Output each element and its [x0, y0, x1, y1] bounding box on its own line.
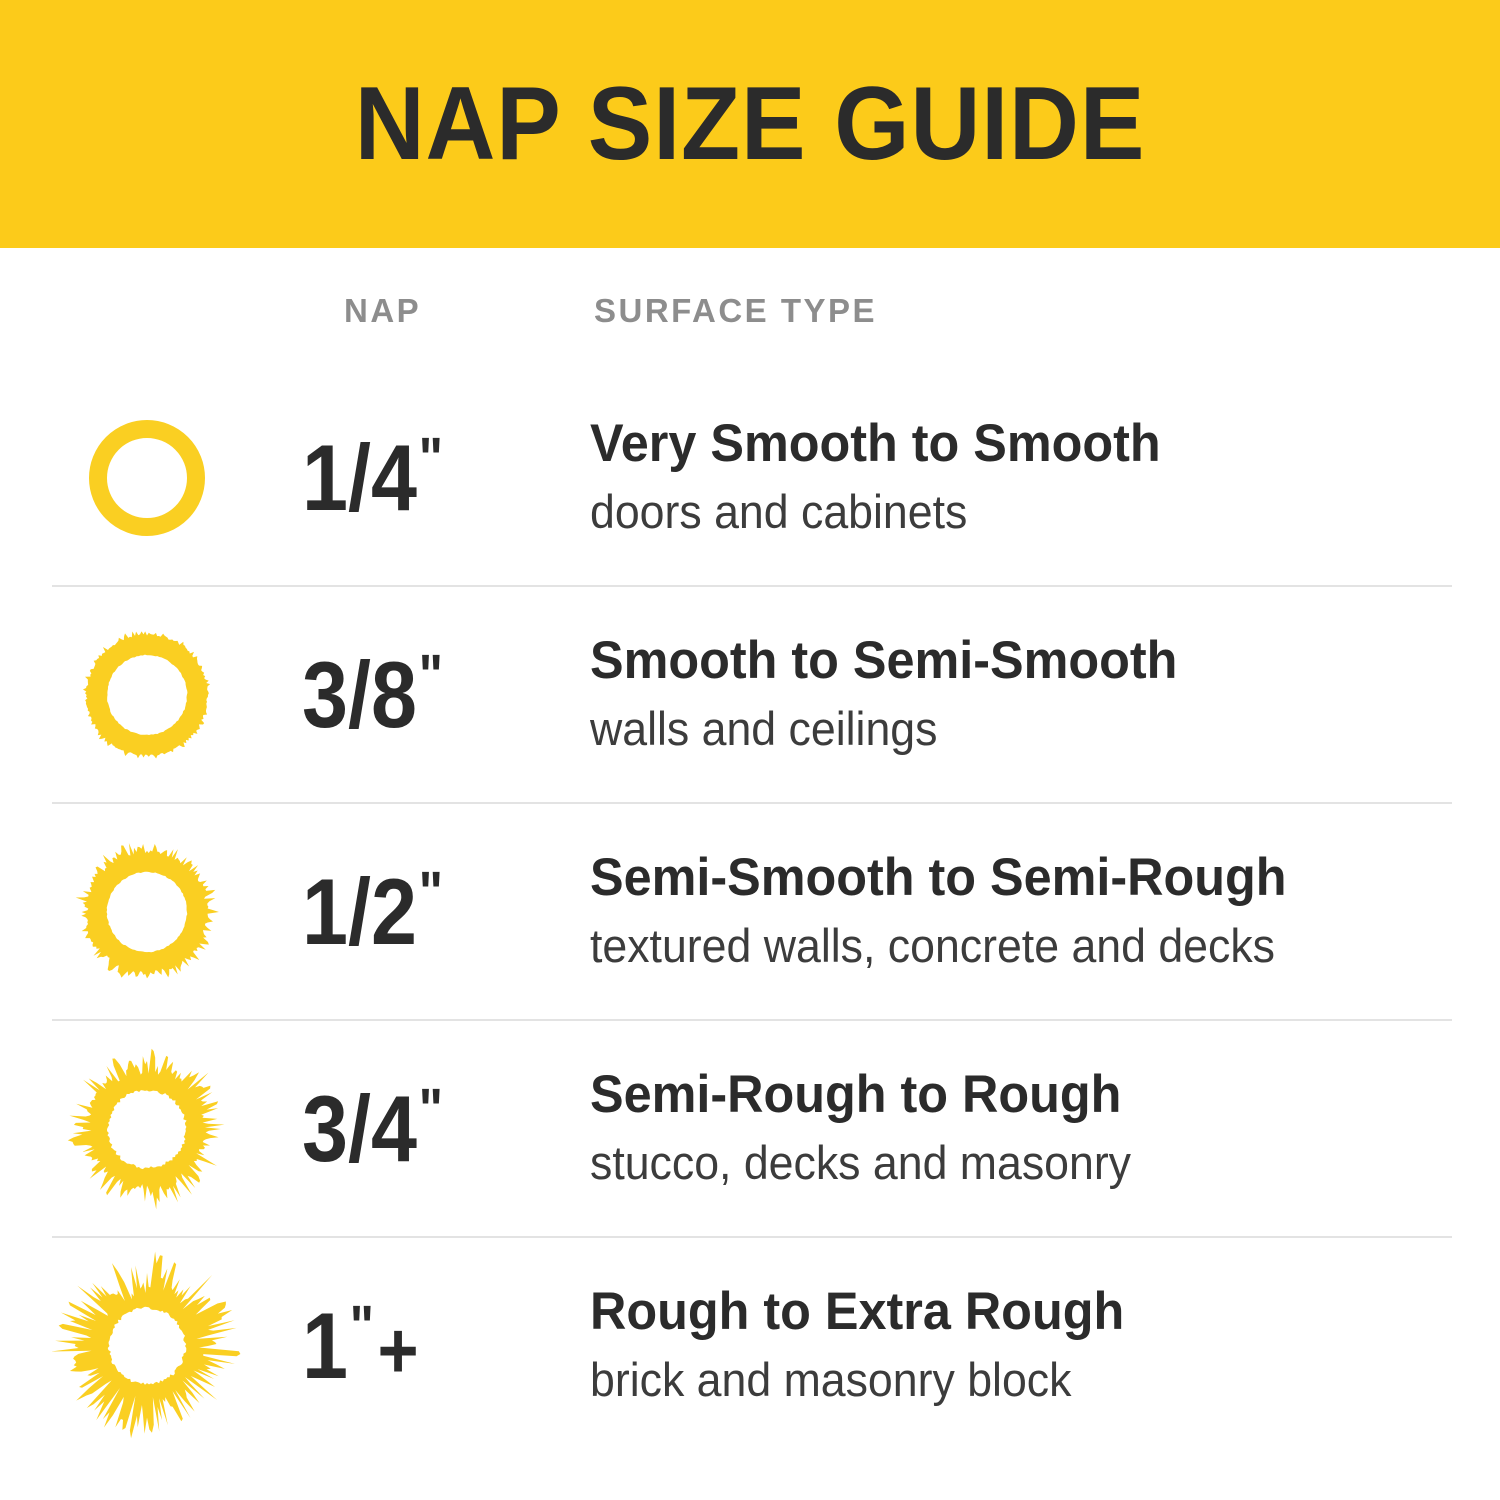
surface-detail: brick and masonry block [590, 1352, 1072, 1406]
table-row [0, 802, 1500, 1019]
surface-detail: textured walls, concrete and decks [590, 918, 1275, 972]
nap-size-number: 3/8 [302, 642, 418, 747]
page-title: NAP SIZE GUIDE [354, 65, 1146, 182]
nap-size-number: 1/4 [302, 425, 418, 530]
column-header-surface-type: SURFACE TYPE [594, 292, 878, 329]
nap-size-value [302, 1293, 419, 1398]
surface-type-cell [590, 370, 1500, 585]
surface-detail: stucco, decks and masonry [590, 1135, 1132, 1189]
nap-size-table [0, 370, 1500, 1453]
surface-title: Semi-Rough to Rough [590, 1065, 1122, 1125]
nap-size-cell [294, 804, 590, 1019]
table-row [0, 370, 1500, 585]
surface-title: Smooth to Semi-Smooth [590, 631, 1178, 691]
nap-size-value [302, 642, 446, 747]
surface-type-cell [590, 804, 1500, 1019]
header-banner [0, 0, 1500, 248]
nap-size-cell [294, 1238, 590, 1453]
nap-ring-semi-rough-icon [0, 804, 294, 1019]
inch-mark: " [418, 643, 443, 708]
plus-mark: + [377, 1306, 419, 1395]
nap-size-cell [294, 1021, 590, 1236]
nap-ring-smooth-icon [0, 370, 294, 585]
inch-mark: " [418, 1077, 443, 1142]
surface-title: Rough to Extra Rough [590, 1282, 1125, 1342]
inch-mark: " [418, 426, 443, 491]
nap-ring-extra-rough-icon [0, 1238, 294, 1453]
nap-size-number: 1/2 [302, 859, 418, 964]
table-row [0, 1019, 1500, 1236]
nap-ring-rough-icon [0, 1021, 294, 1236]
column-header-nap: NAP [344, 292, 422, 329]
nap-size-value [302, 425, 446, 530]
surface-type-cell [590, 1021, 1500, 1236]
surface-type-cell [590, 1238, 1500, 1453]
surface-title: Very Smooth to Smooth [590, 414, 1161, 474]
inch-mark: " [418, 860, 443, 925]
surface-title: Semi-Smooth to Semi-Rough [590, 848, 1287, 908]
nap-size-number: 1 [302, 1293, 349, 1398]
nap-size-number: 3/4 [302, 1076, 418, 1181]
nap-size-value [302, 859, 446, 964]
table-row [0, 1236, 1500, 1453]
surface-detail: doors and cabinets [590, 484, 968, 538]
surface-detail: walls and ceilings [590, 701, 938, 755]
surface-type-cell [590, 587, 1500, 802]
table-row [0, 585, 1500, 802]
nap-size-value [302, 1076, 446, 1181]
nap-size-cell [294, 370, 590, 585]
column-headers [0, 292, 1500, 342]
nap-ring-semi-smooth-icon [0, 587, 294, 802]
inch-mark: " [349, 1294, 374, 1359]
nap-size-cell [294, 587, 590, 802]
